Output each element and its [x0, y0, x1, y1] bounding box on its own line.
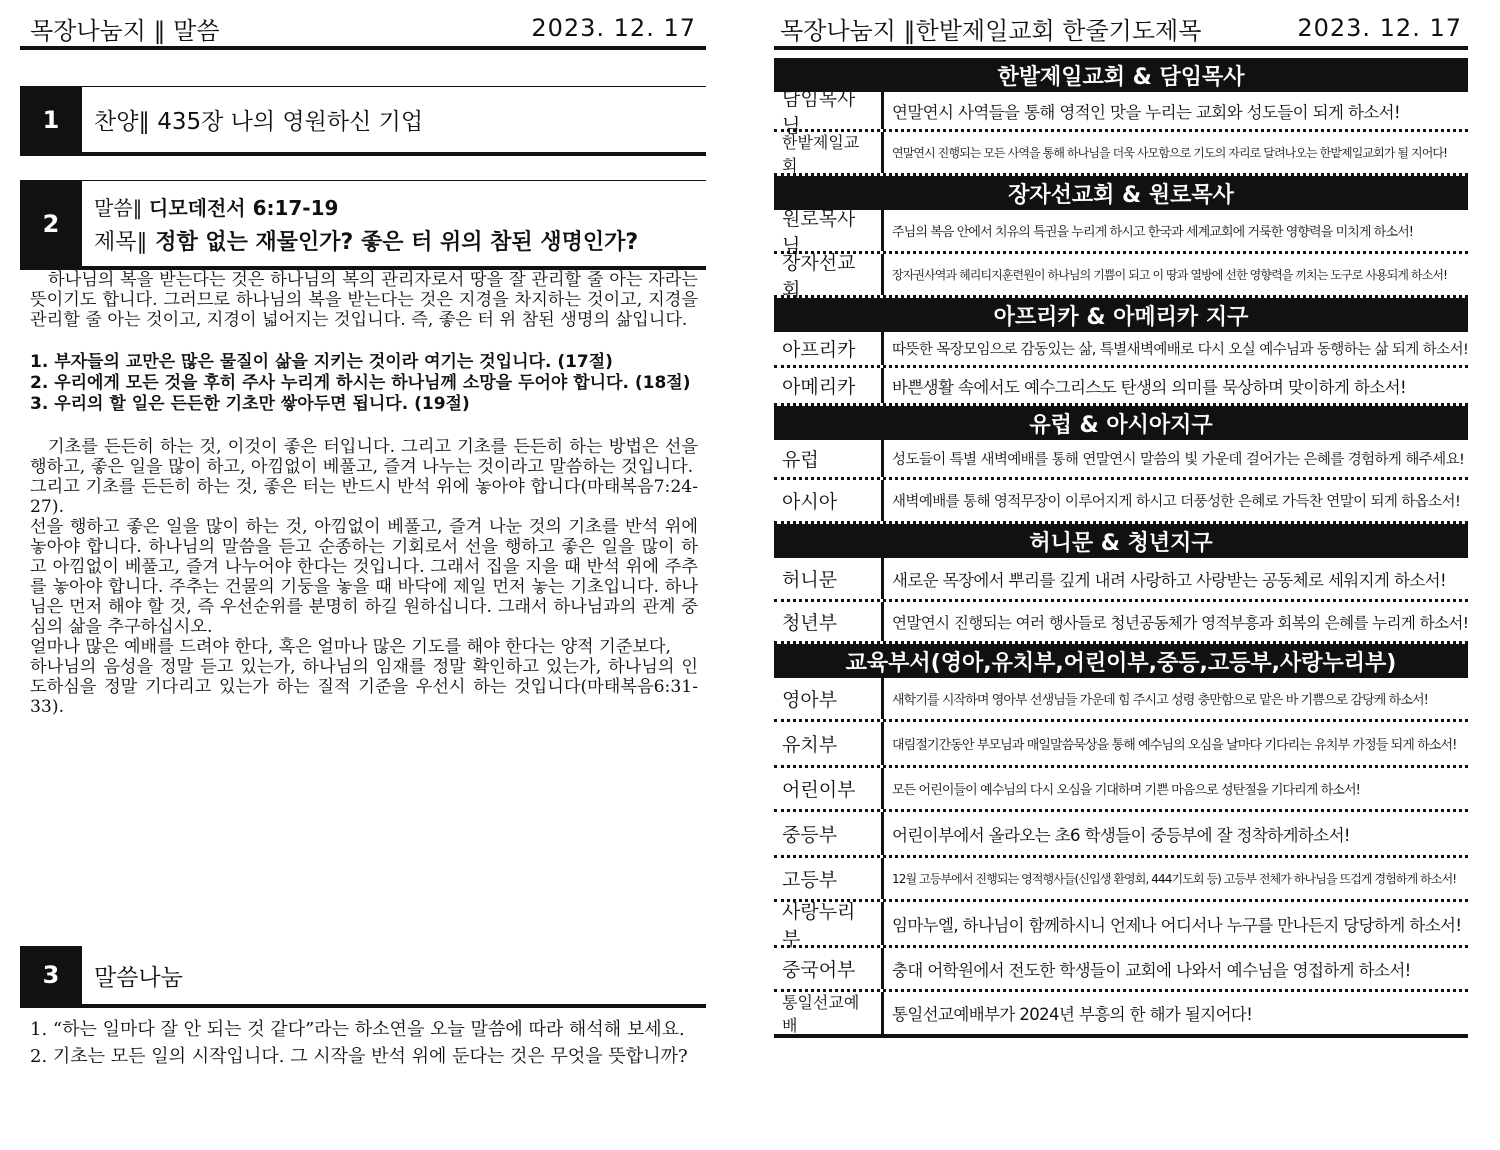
sermon-paragraph: 얼마나 많은 예배를 드려야 한다, 혹은 얼마나 많은 기도를 해야 한다는 양적 기준보다, — [30, 637, 671, 657]
prayer-row — [774, 440, 1468, 480]
prayer-request: 모든 어린이들이 예수님의 다시 오심을 기대하며 기쁜 마음으로 성탄절을 기다리게 하소서! — [892, 783, 1360, 798]
prayer-table — [774, 58, 1468, 1038]
left-page-header — [20, 10, 706, 50]
prayer-request: 연말연시 진행되는 모든 사역을 통해 하나님을 더욱 사모함으로 기도의 자리로 달려나오는 한밭제일교회가 될 지어다! — [892, 146, 1448, 160]
prayer-row — [774, 812, 1468, 858]
prayer-row — [774, 992, 1468, 1038]
prayer-target-label: 영아부 — [782, 689, 838, 711]
prayer-row — [774, 87, 1468, 137]
prayer-target — [774, 558, 884, 599]
prayer-row — [774, 768, 1468, 812]
prayer-request: 연말연시 사역들을 통해 영적인 맛을 누리는 교회와 성도들이 되게 하소서! — [892, 102, 1400, 122]
prayer-target — [774, 207, 884, 257]
prayer-target-label: 유럽 — [782, 449, 819, 471]
prayer-target-label: 유치부 — [782, 734, 838, 756]
prayer-request: 성도들이 특별 새벽예배를 통해 연말연시 말씀의 빛 가운데 걸어가는 은혜를 경험하게 해주세요! — [892, 452, 1465, 468]
prayer-target-label: 담임목사님 — [782, 87, 856, 137]
prayer-group-header: 유럽 & 아시아지구 — [774, 406, 1468, 440]
right-page — [774, 0, 1468, 1150]
prayer-target — [774, 132, 884, 173]
right-header-title: 목장나눔지 ∥한밭제일교회 한줄기도제목 — [780, 16, 1202, 45]
prayer-row — [774, 132, 1468, 176]
prayer-target — [774, 812, 884, 855]
title-label: 제목∥ — [94, 229, 148, 255]
prayer-request: 장자권사역과 헤리티지훈련원이 하나님의 기쁨이 되고 이 땅과 열방에 선한 영향력을 끼치는 도구로 사용되게 하소서! — [892, 268, 1448, 282]
scripture-label: 말씀∥ — [94, 195, 143, 220]
prayer-request: 대림절기간동안 부모님과 매일말씀묵상을 통해 예수님의 오심을 날마다 기다리는 유치부 가정들 되게 하소서! — [892, 738, 1457, 753]
sermon-title: 정함 없는 재물인가? 좋은 터 위의 참된 생명인가? — [155, 229, 639, 255]
right-page-header — [774, 10, 1468, 50]
left-header-date: 2023. 12. 17 — [531, 14, 696, 42]
sermon-title-line — [94, 225, 706, 256]
prayer-request: 연말연시 진행되는 여러 행사들로 청년공동체가 영적부흥과 회복의 은혜를 누리게 하소서! — [892, 613, 1468, 632]
sermon-point: 3. 우리의 할 일은 든든한 기초만 쌓아두면 됩니다. (19절) — [30, 394, 470, 414]
prayer-target-label: 아시아 — [782, 491, 838, 513]
prayer-target — [774, 858, 884, 899]
sharing-questions — [30, 1016, 698, 1070]
right-header-date: 2023. 12. 17 — [1297, 14, 1462, 42]
prayer-target — [774, 602, 884, 641]
prayer-row — [774, 480, 1468, 524]
prayer-target-label: 아프리카 — [782, 339, 856, 361]
prayer-target — [774, 768, 884, 809]
prayer-row — [774, 948, 1468, 992]
prayer-request: 주님의 복음 안에서 치유의 특권을 누리게 하시고 한국과 세계교회에 거룩한 영향력을 미치게 하소서! — [892, 225, 1414, 240]
section-2-sermon — [20, 180, 706, 270]
prayer-request: 새로운 목장에서 뿌리를 깊게 내려 사랑하고 사랑받는 공동체로 세워지게 하소서! — [892, 570, 1447, 590]
prayer-row — [774, 858, 1468, 902]
prayer-request: 어린이부에서 올라오는 초6 학생들이 중등부에 잘 정착하게하소서! — [892, 825, 1350, 845]
prayer-target — [774, 332, 884, 365]
prayer-request: 따뜻한 목장모임으로 감동있는 삶, 특별새벽예배로 다시 오실 예수님과 동행하는 삶 되게 하소서! — [892, 342, 1468, 358]
prayer-group-header: 한밭제일교회 & 담임목사 — [774, 58, 1468, 92]
prayer-target — [774, 678, 884, 719]
scripture-line — [94, 192, 706, 221]
prayer-target-label: 중국어부 — [782, 959, 856, 981]
prayer-target-label: 어린이부 — [782, 779, 856, 801]
prayer-row — [774, 251, 1468, 301]
prayer-target-label: 허니문 — [782, 569, 838, 591]
prayer-request: 통일선교예배부가 2024년 부흥의 한 해가 될지어다! — [892, 1005, 1253, 1024]
prayer-target-label: 장자선교회 — [782, 251, 856, 301]
prayer-row — [774, 558, 1468, 602]
prayer-request: 임마누엘, 하나님이 함께하시니 언제나 어디서나 누구를 만나든지 당당하게 하소서! — [892, 915, 1462, 935]
prayer-target-label: 한밭제일교회 — [782, 132, 860, 175]
section-number: 2 — [20, 181, 82, 266]
prayer-row — [774, 332, 1468, 368]
prayer-target-label: 아메리카 — [782, 376, 856, 398]
prayer-group-header: 아프리카 & 아메리카 지구 — [774, 298, 1468, 332]
prayer-target — [774, 251, 884, 301]
section-number: 1 — [20, 87, 82, 152]
prayer-target — [774, 440, 884, 477]
prayer-group-header: 장자선교회 & 원로목사 — [774, 176, 1468, 210]
sermon-paragraph: 선을 행하고 좋은 일을 많이 하는 것, 아낌없이 베풀고, 즐겨 나눈 것의 기초를 반석 위에 놓아야 합니다. 하나님의 말씀을 듣고 순종하는 기회로서 선을 행하고 좋은 일을 많이 하고 아낌없이 베풀고, 즐겨 나누어야 한다는 것입니다. 그래서 집을 지을 때 반석 위에 주추를 놓아야 합니다. 주추는 건물의 기둥을 놓을 때 바닥에 제일 먼저 놓는 기초입니다. 하나님은 먼저 해야 할 것, 즉 우선순위를 분명히 하길 원하십니다. 그래서 하나님과의 관계 중심의 삶을 추구하십시오. — [30, 517, 698, 637]
prayer-target — [774, 948, 884, 989]
prayer-row — [774, 902, 1468, 948]
sermon-paragraph: 하나님의 음성을 정말 듣고 있는가, 하나님의 임재를 정말 확인하고 있는가, 하나님의 인도하심을 정말 기다리고 있는가 하는 질적 기준을 우선시 하는 것입니다(마태복음6:31-33). — [30, 657, 698, 717]
prayer-request: 바쁜생활 속에서도 예수그리스도 탄생의 의미를 묵상하며 맞이하게 하소서! — [892, 377, 1407, 397]
sermon-paragraph: 그리고 기초를 든든히 하는 것, 좋은 터는 반드시 반석 위에 놓아야 합니다(마태복음7:24-27). — [30, 477, 698, 517]
prayer-target — [774, 900, 884, 950]
prayer-target — [774, 368, 884, 403]
praise-hymn: 찬양∥ 435장 나의 영원하신 기업 — [94, 109, 424, 135]
prayer-group-header: 허니문 & 청년지구 — [774, 524, 1468, 558]
sermon-paragraph: 기초를 든든히 하는 것, 이것이 좋은 터입니다. 그리고 기초를 든든히 하는 방법은 선을 행하고, 좋은 일을 많이 하고, 아낌없이 베풀고, 즐겨 나누는 것이라고 말씀하는 것입니다. — [30, 437, 698, 477]
sermon-points — [30, 352, 698, 415]
section-number: 3 — [20, 946, 82, 1004]
prayer-target-label: 통일선교예배 — [782, 993, 860, 1035]
question-item: 2. 기초는 모든 일의 시작입니다. 그 시작을 반석 위에 둔다는 것은 무엇을 뜻합니까? — [30, 1046, 688, 1067]
prayer-group-header: 교육부서(영아,유치부,어린이부,중등,고등부,사랑누리부) — [774, 644, 1468, 678]
prayer-row — [774, 722, 1468, 768]
prayer-target-label: 청년부 — [782, 612, 838, 634]
prayer-request: 새학기를 시작하며 영아부 선생님들 가운데 힘 주시고 성령 충만함으로 맡은 바 기쁨으로 감당케 하소서! — [892, 693, 1428, 708]
prayer-request: 12월 고등부에서 진행되는 영적행사들(신입생 환영회, 444기도회 등) 고등부 전체가 하나님을 뜨겁게 경험하게 하소서! — [892, 872, 1457, 886]
sermon-point: 1. 부자들의 교만은 많은 물질이 삶을 지키는 것이라 여기는 것입니다. (17절) — [30, 352, 613, 372]
sharing-title: 말씀나눔 — [94, 964, 183, 991]
prayer-row — [774, 207, 1468, 257]
left-header-title: 목장나눔지 ∥ 말씀 — [30, 16, 220, 45]
section-1-praise — [20, 86, 706, 156]
left-page — [20, 0, 706, 1150]
prayer-request: 새벽예배를 통해 영적무장이 이루어지게 하시고 더풍성한 은혜로 가득찬 연말이 되게 하옵소서! — [892, 494, 1461, 510]
prayer-target — [774, 992, 884, 1034]
prayer-target-label: 고등부 — [782, 869, 838, 891]
prayer-target-label: 원로목사님 — [782, 207, 856, 257]
sermon-intro: 하나님의 복을 받는다는 것은 하나님의 복의 관리자로서 땅을 잘 관리할 줄 아는 자라는 뜻이기도 합니다. 그러므로 하나님의 복을 받는다는 것은 지경을 차지하는 것이고, 지경을 관리할 줄 아는 것이고, 지경이 넓어지는 것입니다. 즉, 좋은 터 위 참된 생명의 삶입니다. — [30, 270, 698, 330]
prayer-row — [774, 368, 1468, 406]
prayer-target — [774, 722, 884, 765]
sermon-body — [30, 270, 698, 717]
prayer-row — [774, 678, 1468, 722]
prayer-row — [774, 602, 1468, 644]
prayer-target-label: 중등부 — [782, 824, 838, 846]
prayer-request: 충대 어학원에서 전도한 학생들이 교회에 나와서 예수님을 영접하게 하소서! — [892, 960, 1411, 980]
question-item: 1. “하는 일마다 잘 안 되는 것 같다”라는 하소연을 오늘 말씀에 따라 해석해 보세요. — [30, 1019, 685, 1040]
prayer-target — [774, 480, 884, 521]
section-3-sharing — [20, 946, 706, 1008]
scripture-reference: 디모데전서 6:17-19 — [149, 195, 339, 220]
prayer-target-label: 사랑누리부 — [782, 900, 856, 950]
sermon-point: 2. 우리에게 모든 것을 후히 주사 누리게 하시는 하나님께 소망을 두어야 합니다. (18절) — [30, 373, 691, 393]
prayer-target — [774, 87, 884, 137]
